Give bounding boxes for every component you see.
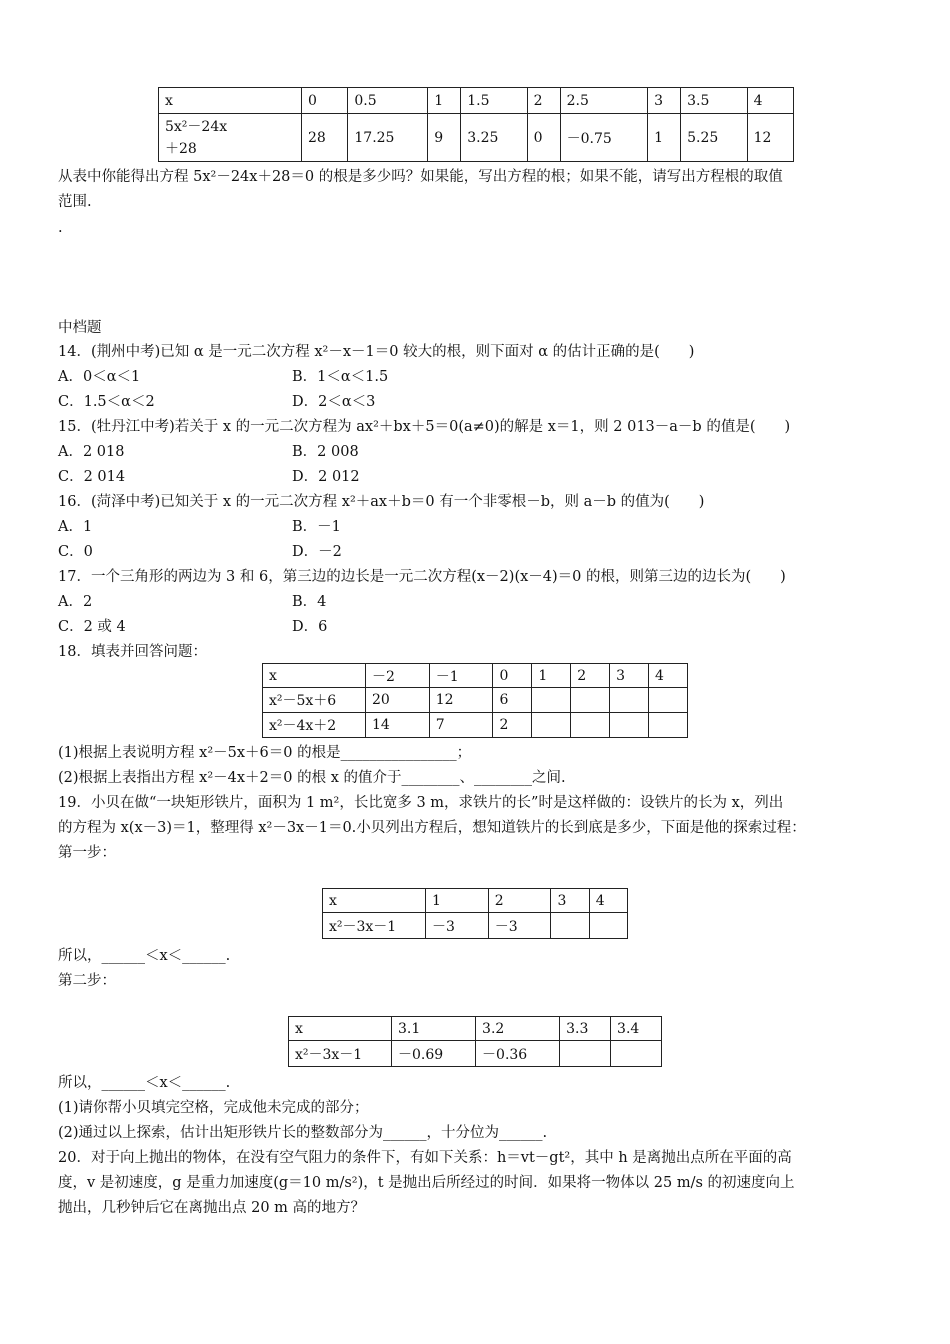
table-cell: 5.25 (681, 114, 747, 162)
q14-option-c: C．1.5＜α＜2 (58, 394, 155, 410)
q17-option-d: D．6 (292, 619, 328, 635)
table-cell: x (289, 1017, 392, 1041)
table-cell-blank[interactable] (560, 1041, 611, 1067)
table-cell: 4 (589, 889, 627, 913)
q19-so1: 所以，______＜x＜______. (58, 948, 231, 964)
table-cell: x (323, 889, 426, 913)
q19-table-step2 (288, 1016, 662, 1067)
q19-line2: 的方程为 x(x－3)＝1，整理得 x²－3x－1＝0.小贝列出方程后，想知道铁片的长到底是多少，下面是他的探索过程： (58, 820, 806, 836)
table-cell: 1 (648, 114, 681, 162)
table-cell-blank[interactable] (611, 1041, 662, 1067)
table-cell-blank[interactable] (649, 688, 688, 713)
table-cell: －0.75 (560, 114, 648, 162)
q16-option-a: A．1 (58, 519, 93, 535)
table-cell: 28 (302, 114, 348, 162)
table-cell: 20 (366, 688, 430, 713)
table-cell: 7 (429, 713, 493, 738)
table-cell: x²－3x－1 (289, 1041, 392, 1067)
table-cell-blank[interactable] (589, 913, 627, 939)
q15-stem: 15．(牡丹江中考)若关于 x 的一元二次方程为 ax²＋bx＋5＝0(a≠0)的解是 x＝1，则 2 013－a－b 的值是( ) (58, 419, 791, 435)
q19-step2-label: 第二步： (58, 973, 116, 989)
q17-option-c: C．2 或 4 (58, 619, 126, 635)
q17-stem: 17．一个三角形的两边为 3 和 6，第三边的边长是一元二次方程(x－2)(x－4)＝0 的根，则第三边的边长为( ) (58, 569, 786, 585)
table-cell: 6 (493, 688, 532, 713)
table-cell-blank[interactable] (610, 713, 649, 738)
table-cell: 12 (429, 688, 493, 713)
q20-line2: 度，v 是初速度，g 是重力加速度(g＝10 m/s²)，t 是抛出后所经过的时间．如果将一物体以 25 m/s 的初速度向上 (58, 1175, 795, 1191)
q19-part1: (1)请你帮小贝填完空格，完成他未完成的部分； (58, 1100, 369, 1116)
table-cell: 4 (649, 664, 688, 688)
table-cell: －0.36 (476, 1041, 560, 1067)
table-cell: 0 (527, 114, 560, 162)
table-cell: 17.25 (348, 114, 428, 162)
q14-stem: 14．(荆州中考)已知 α 是一元二次方程 x²－x－1＝0 较大的根，则下面对 α 的估计正确的是( ) (58, 344, 695, 360)
table-cell: －3 (426, 913, 489, 939)
q15-option-c: C．2 014 (58, 469, 126, 485)
table-cell: 1 (428, 88, 461, 114)
table-cell: 1 (532, 664, 571, 688)
q16-option-b: B．－1 (292, 519, 341, 535)
q15-option-b: B．2 008 (292, 444, 359, 460)
table-cell-blank[interactable] (571, 713, 610, 738)
q20-line1: 20．对于向上抛出的物体，在没有空气阻力的条件下，有如下关系：h＝vt－gt²，其中 h 是离抛出点所在平面的高 (58, 1150, 792, 1166)
table-cell: x²－5x＋6 (263, 688, 366, 713)
table-cell: x²－4x＋2 (263, 713, 366, 738)
table-cell: x²－3x－1 (323, 913, 426, 939)
table-cell: 0.5 (348, 88, 428, 114)
table-cell: 14 (366, 713, 430, 738)
value-table-5x2 (158, 87, 794, 162)
q16-option-c: C．0 (58, 544, 93, 560)
table-cell-blank[interactable] (649, 713, 688, 738)
q13-text-line1: 从表中你能得出方程 5x²－24x＋28＝0 的根是多少吗？如果能，写出方程的根；如果不能，请写出方程根的取值 (58, 169, 783, 185)
q18-table (262, 663, 688, 738)
table-cell: 3 (551, 889, 589, 913)
table-cell: 1 (426, 889, 489, 913)
table-cell: 3.5 (681, 88, 747, 114)
table-cell: 0 (302, 88, 348, 114)
stray-dot: . (58, 220, 63, 236)
q18-part1: (1)根据上表说明方程 x²－5x＋6＝0 的根是________________； (58, 745, 472, 761)
table-cell: 2 (493, 713, 532, 738)
q15-option-d: D．2 012 (292, 469, 360, 485)
q18-stem: 18．填表并回答问题： (58, 644, 207, 660)
q17-option-b: B．4 (292, 594, 327, 610)
table-cell: 2 (527, 88, 560, 114)
table-cell: －3 (488, 913, 551, 939)
q14-option-a: A．0＜α＜1 (58, 369, 141, 385)
q15-option-a: A．2 018 (58, 444, 125, 460)
table-cell: 3.25 (461, 114, 527, 162)
table-cell-blank[interactable] (532, 713, 571, 738)
q20-line3: 抛出，几秒钟后它在离抛出点 20 m 高的地方？ (58, 1200, 366, 1216)
table-cell-blank[interactable] (571, 688, 610, 713)
q19-part2: (2)通过以上探索，估计出矩形铁片长的整数部分为______，十分位为______. (58, 1125, 548, 1141)
table-cell: 9 (428, 114, 461, 162)
q17-option-a: A．2 (58, 594, 93, 610)
table-cell: 4 (747, 88, 793, 114)
q14-option-b: B．1＜α＜1.5 (292, 369, 389, 385)
table-cell: 3 (610, 664, 649, 688)
table-cell: －0.69 (392, 1041, 476, 1067)
table-cell-blank[interactable] (610, 688, 649, 713)
table-cell: －2 (366, 664, 430, 688)
table-cell: 1.5 (461, 88, 527, 114)
table-cell: 0 (493, 664, 532, 688)
table-cell: 3.3 (560, 1017, 611, 1041)
table-cell: 2 (571, 664, 610, 688)
section-title: 中档题 (58, 320, 102, 336)
q16-option-d: D．－2 (292, 544, 342, 560)
table-cell: 3.1 (392, 1017, 476, 1041)
table-cell: 3.4 (611, 1017, 662, 1041)
table-cell-blank[interactable] (532, 688, 571, 713)
table-cell: 3 (648, 88, 681, 114)
table-cell: 3.2 (476, 1017, 560, 1041)
table-cell: x (263, 664, 366, 688)
table-cell: 2.5 (560, 88, 648, 114)
q19-table-step1 (322, 888, 628, 939)
q18-part2: (2)根据上表指出方程 x²－4x＋2＝0 的根 x 的值介于________、________之间. (58, 770, 566, 786)
table-cell: －1 (429, 664, 493, 688)
table-cell: x (159, 88, 302, 114)
table-cell-blank[interactable] (551, 913, 589, 939)
q13-text-line2: 范围. (58, 194, 92, 210)
q19-so2: 所以，______＜x＜______. (58, 1075, 231, 1091)
table-cell: 12 (747, 114, 793, 162)
q14-option-d: D．2＜α＜3 (292, 394, 376, 410)
table-cell: 2 (488, 889, 551, 913)
q19-step1-label: 第一步： (58, 845, 116, 861)
table-cell: 5x²－24x ＋28 (159, 114, 302, 162)
q16-stem: 16．(菏泽中考)已知关于 x 的一元二次方程 x²＋ax＋b＝0 有一个非零根－b，则 a－b 的值为( ) (58, 494, 705, 510)
q19-line1: 19．小贝在做“一块矩形铁片，面积为 1 m²，长比宽多 3 m，求铁片的长”时是这样做的：设铁片的长为 x，列出 (58, 795, 784, 811)
